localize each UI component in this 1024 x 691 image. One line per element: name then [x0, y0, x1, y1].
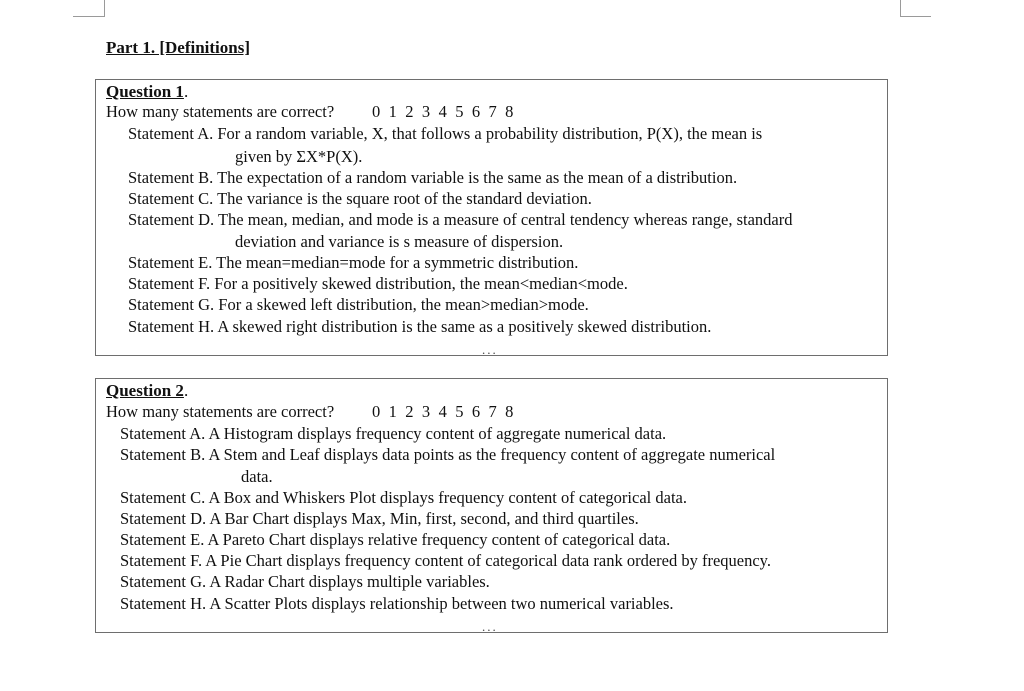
question-2-statement-a: Statement A. A Histogram displays frequency content of aggregate numerical data.	[120, 424, 667, 443]
question-1-choice-3[interactable]: 3	[421, 102, 431, 121]
question-1-statement-f: Statement F. For a positively skewed distribution, the mean<median<mode.	[128, 274, 628, 293]
question-2-statement-d: Statement D. A Bar Chart displays Max, Min, first, second, and third quartiles.	[120, 509, 639, 528]
question-1-choices	[372, 101, 522, 122]
question-2-statement-f: Statement F. A Pie Chart displays frequency content of categorical data rank ordered by frequency.	[120, 551, 771, 570]
question-1-statement-d: Statement D. The mean, median, and mode is a measure of central tendency whereas range, standard	[128, 210, 793, 229]
question-2-choice-0[interactable]: 0	[372, 402, 381, 421]
page-corner-mark-left	[73, 0, 105, 17]
page-corner-mark-right	[900, 0, 931, 17]
question-2-statement-b-cont: data.	[241, 467, 273, 486]
question-2-statement-c: Statement C. A Box and Whiskers Plot displays frequency content of categorical data.	[120, 488, 687, 507]
question-1-statement-e: Statement E. The mean=median=mode for a symmetric distribution.	[128, 253, 579, 272]
question-2-ellipsis: ...	[482, 619, 498, 634]
question-2-statement-b: Statement B. A Stem and Leaf displays data points as the frequency content of aggregate numerical	[120, 445, 776, 464]
question-2-prompt: How many statements are correct?	[106, 402, 335, 421]
question-1-choice-7[interactable]: 7	[488, 102, 497, 121]
question-2-choices	[372, 401, 522, 422]
question-2-statement-g: Statement G. A Radar Chart displays multiple variables.	[120, 572, 490, 591]
question-1-label: Question 1	[106, 82, 184, 101]
question-1-box	[95, 79, 888, 356]
question-2-box	[95, 378, 888, 633]
question-1-choice-6[interactable]: 6	[471, 102, 481, 121]
question-2-choice-3[interactable]: 3	[421, 402, 431, 421]
question-1-ellipsis: ...	[482, 342, 498, 357]
question-2-choice-5[interactable]: 5	[455, 402, 464, 421]
question-2-choice-7[interactable]: 7	[488, 402, 497, 421]
question-2-statement-h: Statement H. A Scatter Plots displays relationship between two numerical variables.	[120, 594, 674, 613]
question-2-choice-6[interactable]: 6	[471, 402, 481, 421]
question-1-statement-c: Statement C. The variance is the square root of the standard deviation.	[128, 189, 592, 208]
question-1-period: .	[183, 82, 189, 101]
question-1-statement-h: Statement H. A skewed right distribution is the same as a positively skewed distribution.	[128, 317, 712, 336]
question-1-choice-2[interactable]: 2	[405, 102, 414, 121]
question-1-prompt: How many statements are correct?	[106, 102, 335, 121]
question-2-choice-4[interactable]: 4	[438, 402, 447, 421]
question-1-statement-d-cont: deviation and variance is s measure of dispersion.	[235, 232, 564, 251]
question-1-choice-0[interactable]: 0	[372, 102, 381, 121]
question-1-choice-5[interactable]: 5	[455, 102, 464, 121]
part-title: Part 1. [Definitions]	[106, 38, 251, 57]
question-2-choice-2[interactable]: 2	[405, 402, 414, 421]
question-1-statement-a-cont: given by ΣX*P(X).	[235, 147, 363, 166]
question-2-choice-1[interactable]: 1	[388, 402, 397, 421]
question-1-choice-8[interactable]: 8	[505, 102, 514, 121]
question-1-choice-1[interactable]: 1	[388, 102, 397, 121]
question-2-title	[106, 381, 188, 401]
question-1-statement-b: Statement B. The expectation of a random variable is the same as the mean of a distribution.	[128, 168, 738, 187]
question-1-statement-a: Statement A. For a random variable, X, that follows a probability distribution, P(X), the mean is	[128, 124, 763, 143]
question-2-period: .	[183, 381, 189, 400]
question-1-title	[106, 82, 188, 102]
question-2-statement-e: Statement E. A Pareto Chart displays relative frequency content of categorical data.	[120, 530, 671, 549]
question-1-statement-g: Statement G. For a skewed left distribution, the mean>median>mode.	[128, 295, 589, 314]
question-2-choice-8[interactable]: 8	[505, 402, 514, 421]
question-1-choice-4[interactable]: 4	[438, 102, 447, 121]
question-2-label: Question 2	[106, 381, 184, 400]
